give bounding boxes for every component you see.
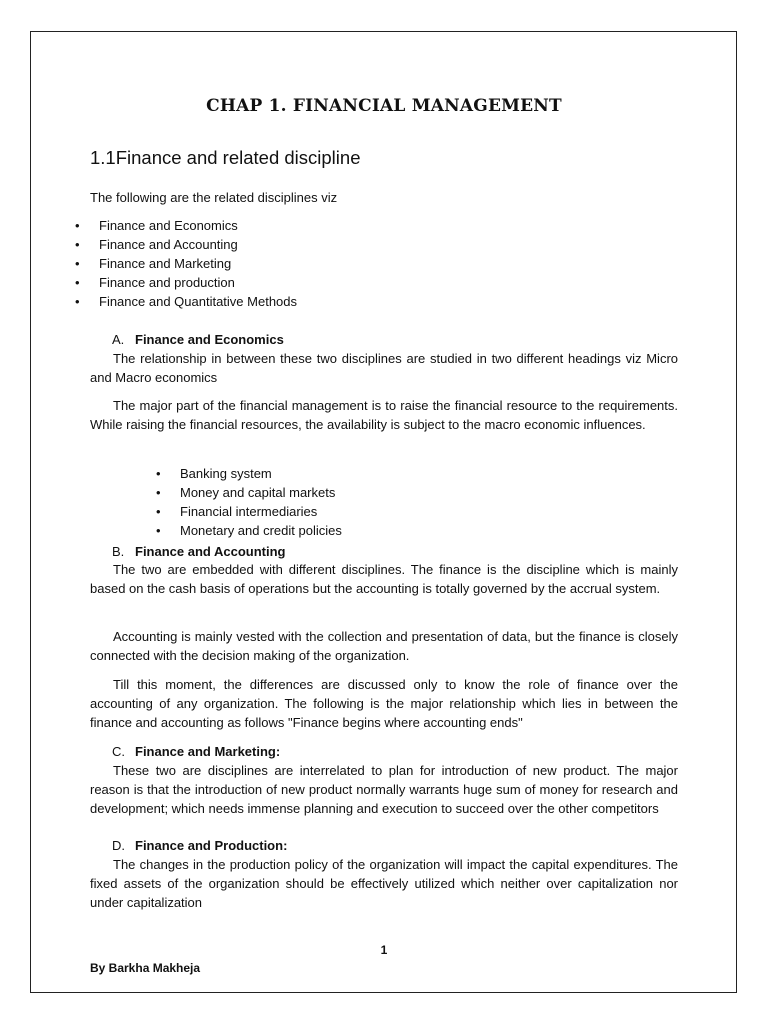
paragraph: The major part of the financial management is to raise the financial resource to the requirements. While raising the financial resources, the availability is subject to the macro economic influences. <box>90 398 678 433</box>
list-item: • Monetary and credit policies <box>156 521 342 540</box>
heading-text: Finance and Marketing: <box>135 744 281 759</box>
chapter-title: CHAP 1. FINANCIAL MANAGEMENT <box>206 96 562 116</box>
paragraph: The two are embedded with different disciplines. The finance is the discipline which is mainly based on the cash basis of operations but the accounting is totally governed by the accrual system. <box>90 562 678 597</box>
paragraph: The relationship in between these two disciplines are studied in two different headings viz Micro and Macro economics <box>90 351 678 386</box>
heading-finance-production <box>112 836 287 855</box>
heading-finance-economics <box>112 330 284 349</box>
heading-letter: B. <box>112 544 125 559</box>
heading-text: Finance and Production: <box>135 838 288 853</box>
list-item: • Financial intermediaries <box>156 502 342 521</box>
list-item: • Finance and Economics <box>75 216 297 235</box>
intro-text: The following are the related disciplines viz <box>90 190 338 205</box>
heading-finance-marketing <box>112 742 280 761</box>
list-item: • Finance and Accounting <box>75 235 297 254</box>
heading-letter: D. <box>112 838 125 853</box>
heading-letter: A. <box>112 332 125 347</box>
disciplines-list <box>75 216 297 311</box>
influences-list <box>156 464 342 540</box>
list-item: • Banking system <box>156 464 342 483</box>
paragraph: Accounting is mainly vested with the collection and presentation of data, but the finance is closely connected with the decision making of the organization. <box>90 629 678 664</box>
heading-finance-accounting <box>112 542 285 561</box>
author-footer: By Barkha Makheja <box>90 961 201 975</box>
list-item: • Money and capital markets <box>156 483 342 502</box>
page-number: 1 <box>380 943 388 957</box>
list-item: • Finance and Marketing <box>75 254 297 273</box>
paragraph: Till this moment, the differences are discussed only to know the role of finance over the accounting of any organization. The following is the major relationship which lies in between the finance and accounting as follows "Finance begins where accounting ends" <box>90 677 678 731</box>
heading-text: Finance and Economics <box>135 332 284 347</box>
heading-text: Finance and Accounting <box>135 544 286 559</box>
list-item: • Finance and Quantitative Methods <box>75 292 297 311</box>
paragraph: The changes in the production policy of the organization will impact the capital expenditures. The fixed assets of the organization should be effectively utilized which neither over capitalization nor under capitalization <box>90 857 678 911</box>
section-title: 1.1Finance and related discipline <box>90 147 361 168</box>
list-item: • Finance and production <box>75 273 297 292</box>
paragraph: These two are disciplines are interrelated to plan for introduction of new product. The major reason is that the introduction of new product normally warrants huge sum of money for research and development; which needs immense planning and execution to succeed over the other competitors <box>90 763 678 817</box>
heading-letter: C. <box>112 744 125 759</box>
